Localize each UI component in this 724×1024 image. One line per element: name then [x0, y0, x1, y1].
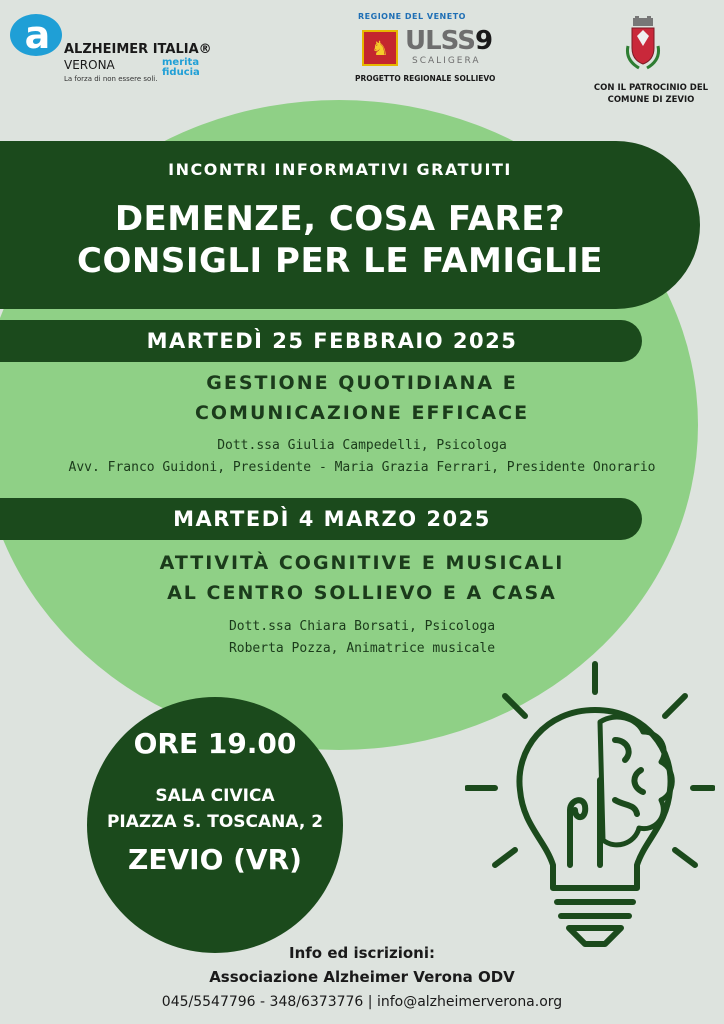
venue-street: PIAZZA S. TOSCANA, 2	[106, 812, 324, 832]
fiducia-line: fiducia	[162, 67, 200, 78]
merita-line: merita	[162, 57, 200, 68]
event-2-topic-line-2: AL CENTRO SOLLIEVO E A CASA	[167, 582, 557, 604]
patrocinio-line-2: COMUNE DI ZEVIO	[607, 95, 695, 105]
venue-hall: SALA CIVICA	[155, 786, 275, 806]
event-2-date: MARTEDÌ 4 MARZO 2025	[173, 507, 491, 531]
info-contacts[interactable]: 045/5547796 - 348/6373776 | info@alzheimerverona.org	[161, 994, 563, 1010]
lion-of-saint-mark-icon: ♞	[362, 30, 398, 66]
progetto-label: PROGETTO REGIONALE SOLLIEVO	[355, 74, 496, 83]
ulss-number: 9	[474, 26, 493, 56]
alzheimer-logo-icon: a	[10, 14, 62, 56]
event-1-topic	[0, 368, 724, 428]
alzheimer-italia-name: ALZHEIMER ITALIA®	[64, 42, 212, 57]
municipal-crest-icon	[625, 16, 661, 72]
event-2-topic	[0, 548, 724, 608]
patrocinio-label	[588, 82, 714, 106]
event-1-topic-line-1: GESTIONE QUOTIDIANA E	[206, 372, 518, 394]
event-2-topic-line-1: ATTIVITÀ COGNITIVE E MUSICALI	[159, 552, 565, 574]
lightbulb-brain-icon	[465, 660, 715, 950]
title-kicker: INCONTRI INFORMATIVI GRATUITI	[168, 160, 512, 179]
event-2-speaker-line-1: Dott.ssa Chiara Borsati, Psicologa	[228, 619, 496, 634]
event-time: ORE 19.00	[133, 727, 297, 760]
event-1-speakers	[0, 435, 724, 479]
event-2-speakers	[0, 616, 724, 660]
event-1-date-band	[0, 320, 642, 362]
title-line-1: DEMENZE, COSA FARE?	[114, 199, 566, 239]
alzheimer-city: VERONA	[64, 58, 115, 72]
ulss-subtitle: SCALIGERA	[412, 56, 481, 66]
event-1-topic-line-2: COMUNICAZIONE EFFICACE	[194, 402, 530, 424]
event-1-date: MARTEDÌ 25 FEBBRAIO 2025	[146, 329, 518, 353]
info-heading: Info ed iscrizioni:	[289, 944, 435, 962]
venue-circle	[87, 697, 343, 953]
venue-city: ZEVIO (VR)	[128, 843, 302, 876]
event-2-speaker-line-2: Roberta Pozza, Animatrice musicale	[228, 641, 496, 656]
ulss-prefix: ULSS	[405, 26, 475, 56]
region-name: REGIONE DEL VENETO	[358, 12, 466, 21]
ulss-logo	[405, 26, 492, 56]
merita-fiducia-badge	[162, 58, 200, 78]
title-line-2: CONSIGLI PER LE FAMIGLIE	[77, 241, 603, 281]
info-organization: Associazione Alzheimer Verona ODV	[209, 968, 515, 986]
venue-address	[77, 783, 353, 835]
page-title	[0, 198, 680, 282]
event-1-speaker-line-1: Dott.ssa Giulia Campedelli, Psicologa	[217, 438, 507, 453]
patrocinio-line-1: CON IL PATROCINIO DEL	[593, 83, 709, 93]
alzheimer-tagline: La forza di non essere soli.	[64, 75, 158, 83]
event-2-date-band	[0, 498, 642, 540]
event-1-speaker-line-2: Avv. Franco Guidoni, Presidente - Maria Grazia Ferrari, Presidente Onorario	[68, 460, 656, 475]
